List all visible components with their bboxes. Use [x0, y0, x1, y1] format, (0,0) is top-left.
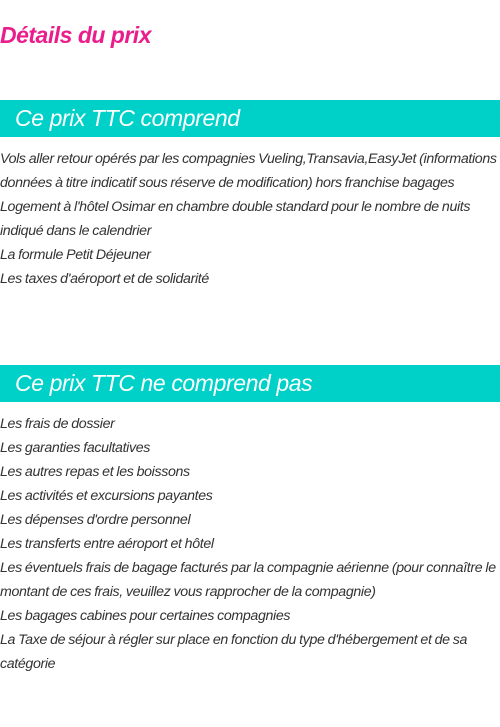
included-section-banner: [0, 100, 500, 137]
excluded-item: Les autres repas et les boissons: [0, 464, 190, 480]
page-title: Détails du prix: [0, 22, 151, 48]
included-item: Vols aller retour opérés par les compagnies Vueling,Transavia,EasyJet (informations données à titre indicatif sous réserve de modification) hors franchise bagages: [0, 151, 497, 191]
excluded-item: Les transferts entre aéroport et hôtel: [0, 536, 214, 552]
included-item: Logement à l'hôtel Osimar en chambre double standard pour le nombre de nuits indiqué dans le calendrier: [0, 199, 471, 239]
included-item: Les taxes d'aéroport et de solidarité: [0, 271, 209, 287]
included-heading: Ce prix TTC comprend: [15, 105, 240, 131]
excluded-item: Les frais de dossier: [0, 416, 115, 432]
excluded-item: Les éventuels frais de bagage facturés par la compagnie aérienne (pour connaître le montant de ces frais, veuillez vous rapprocher de la compagnie): [0, 560, 496, 600]
excluded-item: Les dépenses d'ordre personnel: [0, 512, 191, 528]
excluded-item: Les garanties facultatives: [0, 440, 150, 456]
excluded-list: [0, 412, 500, 676]
excluded-item: La Taxe de séjour à régler sur place en fonction du type d'hébergement et de sa catégorie: [0, 632, 468, 672]
excluded-section-banner: [0, 365, 500, 402]
included-list: [0, 147, 500, 291]
included-item: La formule Petit Déjeuner: [0, 247, 151, 263]
excluded-item: Les bagages cabines pour certaines compagnies: [0, 608, 291, 624]
excluded-item: Les activités et excursions payantes: [0, 488, 213, 504]
excluded-heading: Ce prix TTC ne comprend pas: [15, 370, 313, 396]
